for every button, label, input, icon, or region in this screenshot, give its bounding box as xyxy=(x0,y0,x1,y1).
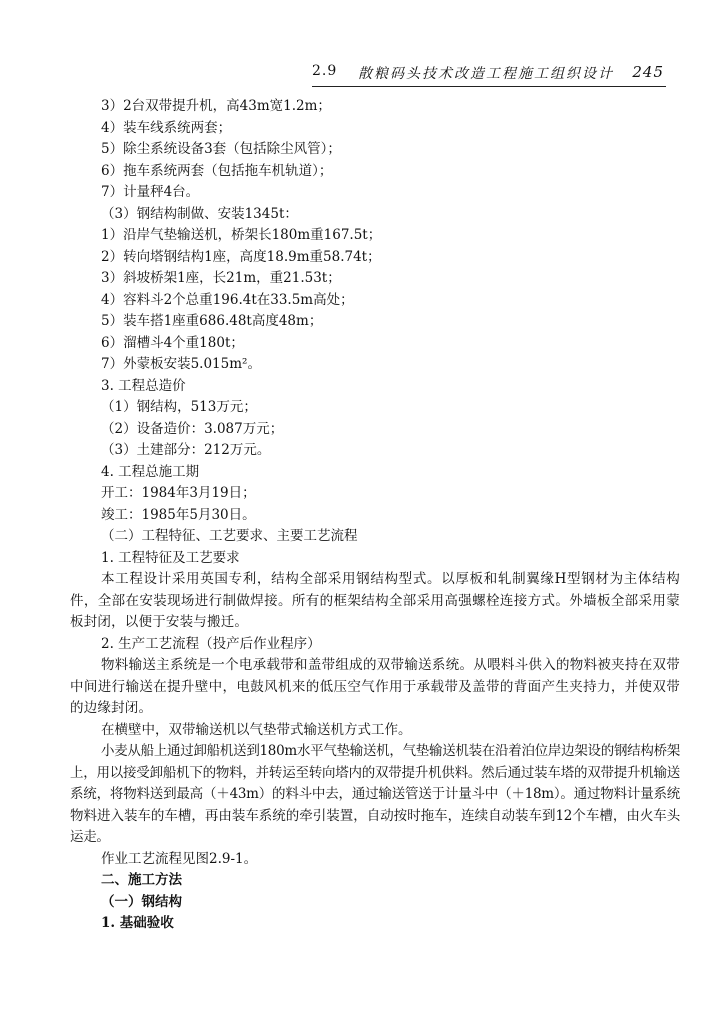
list-line: 4）容料斗2个总重196.4t在33.5m高处； xyxy=(101,291,354,308)
list-line: 4. 工程总施工期 xyxy=(101,463,200,480)
body-line: 在横壁中，双带输送机以气垫带式输送机方式工作。 xyxy=(101,721,412,738)
list-line: 4）装车线系统两套； xyxy=(101,119,232,136)
list-line: 1. 工程特征及工艺要求 xyxy=(101,549,240,566)
subsection-heading: （一）钢结构 xyxy=(101,893,182,910)
list-line: 1）沿岸气垫输送机，桥架长180m重167.5t； xyxy=(101,227,382,243)
list-line: 3）斜坡桥架1座，长21m，重21.53t； xyxy=(101,270,341,286)
list-line: 竣工：1985年5月30日。 xyxy=(101,506,256,523)
page-number: 245 xyxy=(632,63,664,81)
body-paragraph: 小麦从船上通过卸船机送到180m水平气垫输送机，气垫输送机装在沿着泊位岸边架设的钢结构桥架上，用以接受卸船机下的物料，并转运至转向塔内的双带提升机供料。然后通过装车塔的双带提升机输送系统，将物料送到最高（＋43m）的料斗中去，通过输送管送于计量斗中（＋18m）。通过物料计量系统物料进入装车的车槽，再由装车系统的牵引装置，自动按时拖车，连续自动装车到12个车槽，由火车头运走。 xyxy=(70,743,680,845)
list-line: （2）设备造价：3.087万元； xyxy=(101,420,284,437)
list-line: 开工：1984年3月19日； xyxy=(101,485,256,501)
list-line: 7）计量秤4台。 xyxy=(101,184,200,200)
list-line: （1）钢结构，513万元； xyxy=(101,399,257,415)
item-heading: 1. 基础验收 xyxy=(101,915,174,931)
header-rule xyxy=(312,86,666,87)
body-paragraph: 本工程设计采用英国专利，结构全部采用钢结构型式。以厚板和轧制翼缘H型钢材为主体结构件，全部在安装现场进行制做焊接。所有的框架结构全部采用高强螺栓连接方式。外墙板全部采用蒙板封闭，以便于安装与搬迁。 xyxy=(70,571,680,630)
list-line: 3）2台双带提升机，高43m宽1.2m； xyxy=(101,98,331,114)
list-line: 5）装车搭1座重686.48t高度48m； xyxy=(101,313,323,329)
list-line: 2）转向塔钢结构1座，高度18.9m重58.74t； xyxy=(101,248,381,265)
page-body xyxy=(70,96,680,935)
list-line: 5）除尘系统设备3套（包括除尘风管）； xyxy=(101,141,341,157)
list-line: 7）外蒙板安装5.015m²。 xyxy=(101,356,261,372)
running-header xyxy=(312,63,664,83)
list-line: （二）工程特征、工艺要求、主要工艺流程 xyxy=(101,528,358,544)
body-line: 作业工艺流程见图2.9-1。 xyxy=(101,850,258,867)
list-line: （3）土建部分：212万元。 xyxy=(101,442,271,458)
list-line: （3）钢结构制做、安装1345t： xyxy=(101,205,298,222)
list-line: 6）拖车系统两套（包括拖车机轨道）； xyxy=(101,162,333,179)
body-paragraph: 物料输送主系统是一个电承载带和盖带组成的双带输送系统。从喂料斗供入的物料被夹持在双带中间进行输送在提升壁中，电鼓风机来的低压空气作用于承载带及盖带的背面产生夹持力，并使双带的边缘封闭。 xyxy=(70,657,680,716)
list-line: 3. 工程总造价 xyxy=(101,377,186,394)
section-heading: 二、施工方法 xyxy=(101,872,182,888)
subheading: 2. 生产工艺流程（投产后作业程序） xyxy=(101,635,321,652)
list-line: 6）溜槽斗4个重180t； xyxy=(101,334,244,351)
header-section-number: 2.9 xyxy=(312,63,338,79)
header-chapter-title: 散粮码头技术改造工程施工组织设计 xyxy=(358,66,614,82)
